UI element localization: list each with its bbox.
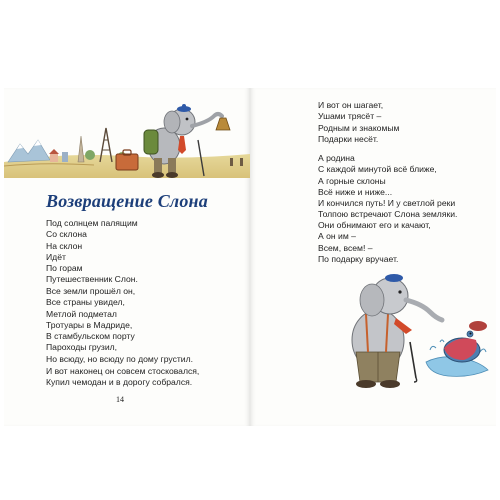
verse-line: Подарки несёт. xyxy=(318,133,379,144)
stanza-left-1 xyxy=(46,218,138,286)
poem-title: Возвращение Слона xyxy=(46,191,208,211)
stanza-right-2 xyxy=(318,153,457,221)
verse-line: В стамбульском порту xyxy=(46,331,135,342)
verse-line: Всё ниже и ниже... xyxy=(318,186,393,197)
verse-line: Всем, всем! – xyxy=(318,242,373,253)
verse-line: Все страны увидел, xyxy=(46,297,125,308)
verse-line: Ушами трясёт – xyxy=(318,111,382,122)
verse-line: Толпою встречают Слона земляки. xyxy=(318,209,458,220)
verse-line: А горные склоны xyxy=(318,175,386,186)
elephant-greeting-hippo-illustration xyxy=(330,270,496,390)
verse-line: По горам xyxy=(46,263,83,274)
verse-line: И вот он шагает, xyxy=(318,100,384,110)
elephant-traveler-illustration xyxy=(4,92,250,188)
verse-line: А родина xyxy=(318,153,355,163)
stanza-right-1 xyxy=(318,100,399,145)
stanza-left-2 xyxy=(46,286,193,365)
verse-line: С каждой минутой всё ближе, xyxy=(318,164,437,175)
verse-line: Идёт xyxy=(46,251,66,262)
verse-line: А он им – xyxy=(318,231,356,242)
verse-line: Пароходы грузил, xyxy=(46,342,118,353)
verse-line: Со склона xyxy=(46,229,87,240)
stanza-left-3 xyxy=(46,366,199,389)
verse-line: Все земли прошёл он, xyxy=(46,286,136,296)
verse-line: Тротуары в Мадриде, xyxy=(46,319,133,330)
verse-line: Они обнимают его и качают, xyxy=(318,220,431,230)
page-number: 14 xyxy=(116,395,124,404)
verse-line: По подарку вручает. xyxy=(318,253,399,264)
verse-line: Купил чемодан и в дорогу собрался. xyxy=(46,377,193,388)
verse-line: Метлой подметал xyxy=(46,308,117,319)
verse-line: Но всюду, но всюду по дому грустил. xyxy=(46,353,194,364)
verse-line: Под солнцем палящим xyxy=(46,218,138,228)
verse-line: Путешественник Слон. xyxy=(46,274,138,285)
verse-line: На склон xyxy=(46,240,83,251)
verse-line: И кончился путь! И у светлой реки xyxy=(318,198,456,209)
verse-line: И вот наконец он совсем стосковался, xyxy=(46,366,200,376)
stanza-right-3 xyxy=(318,220,431,265)
verse-line: Родным и знакомым xyxy=(318,122,400,133)
